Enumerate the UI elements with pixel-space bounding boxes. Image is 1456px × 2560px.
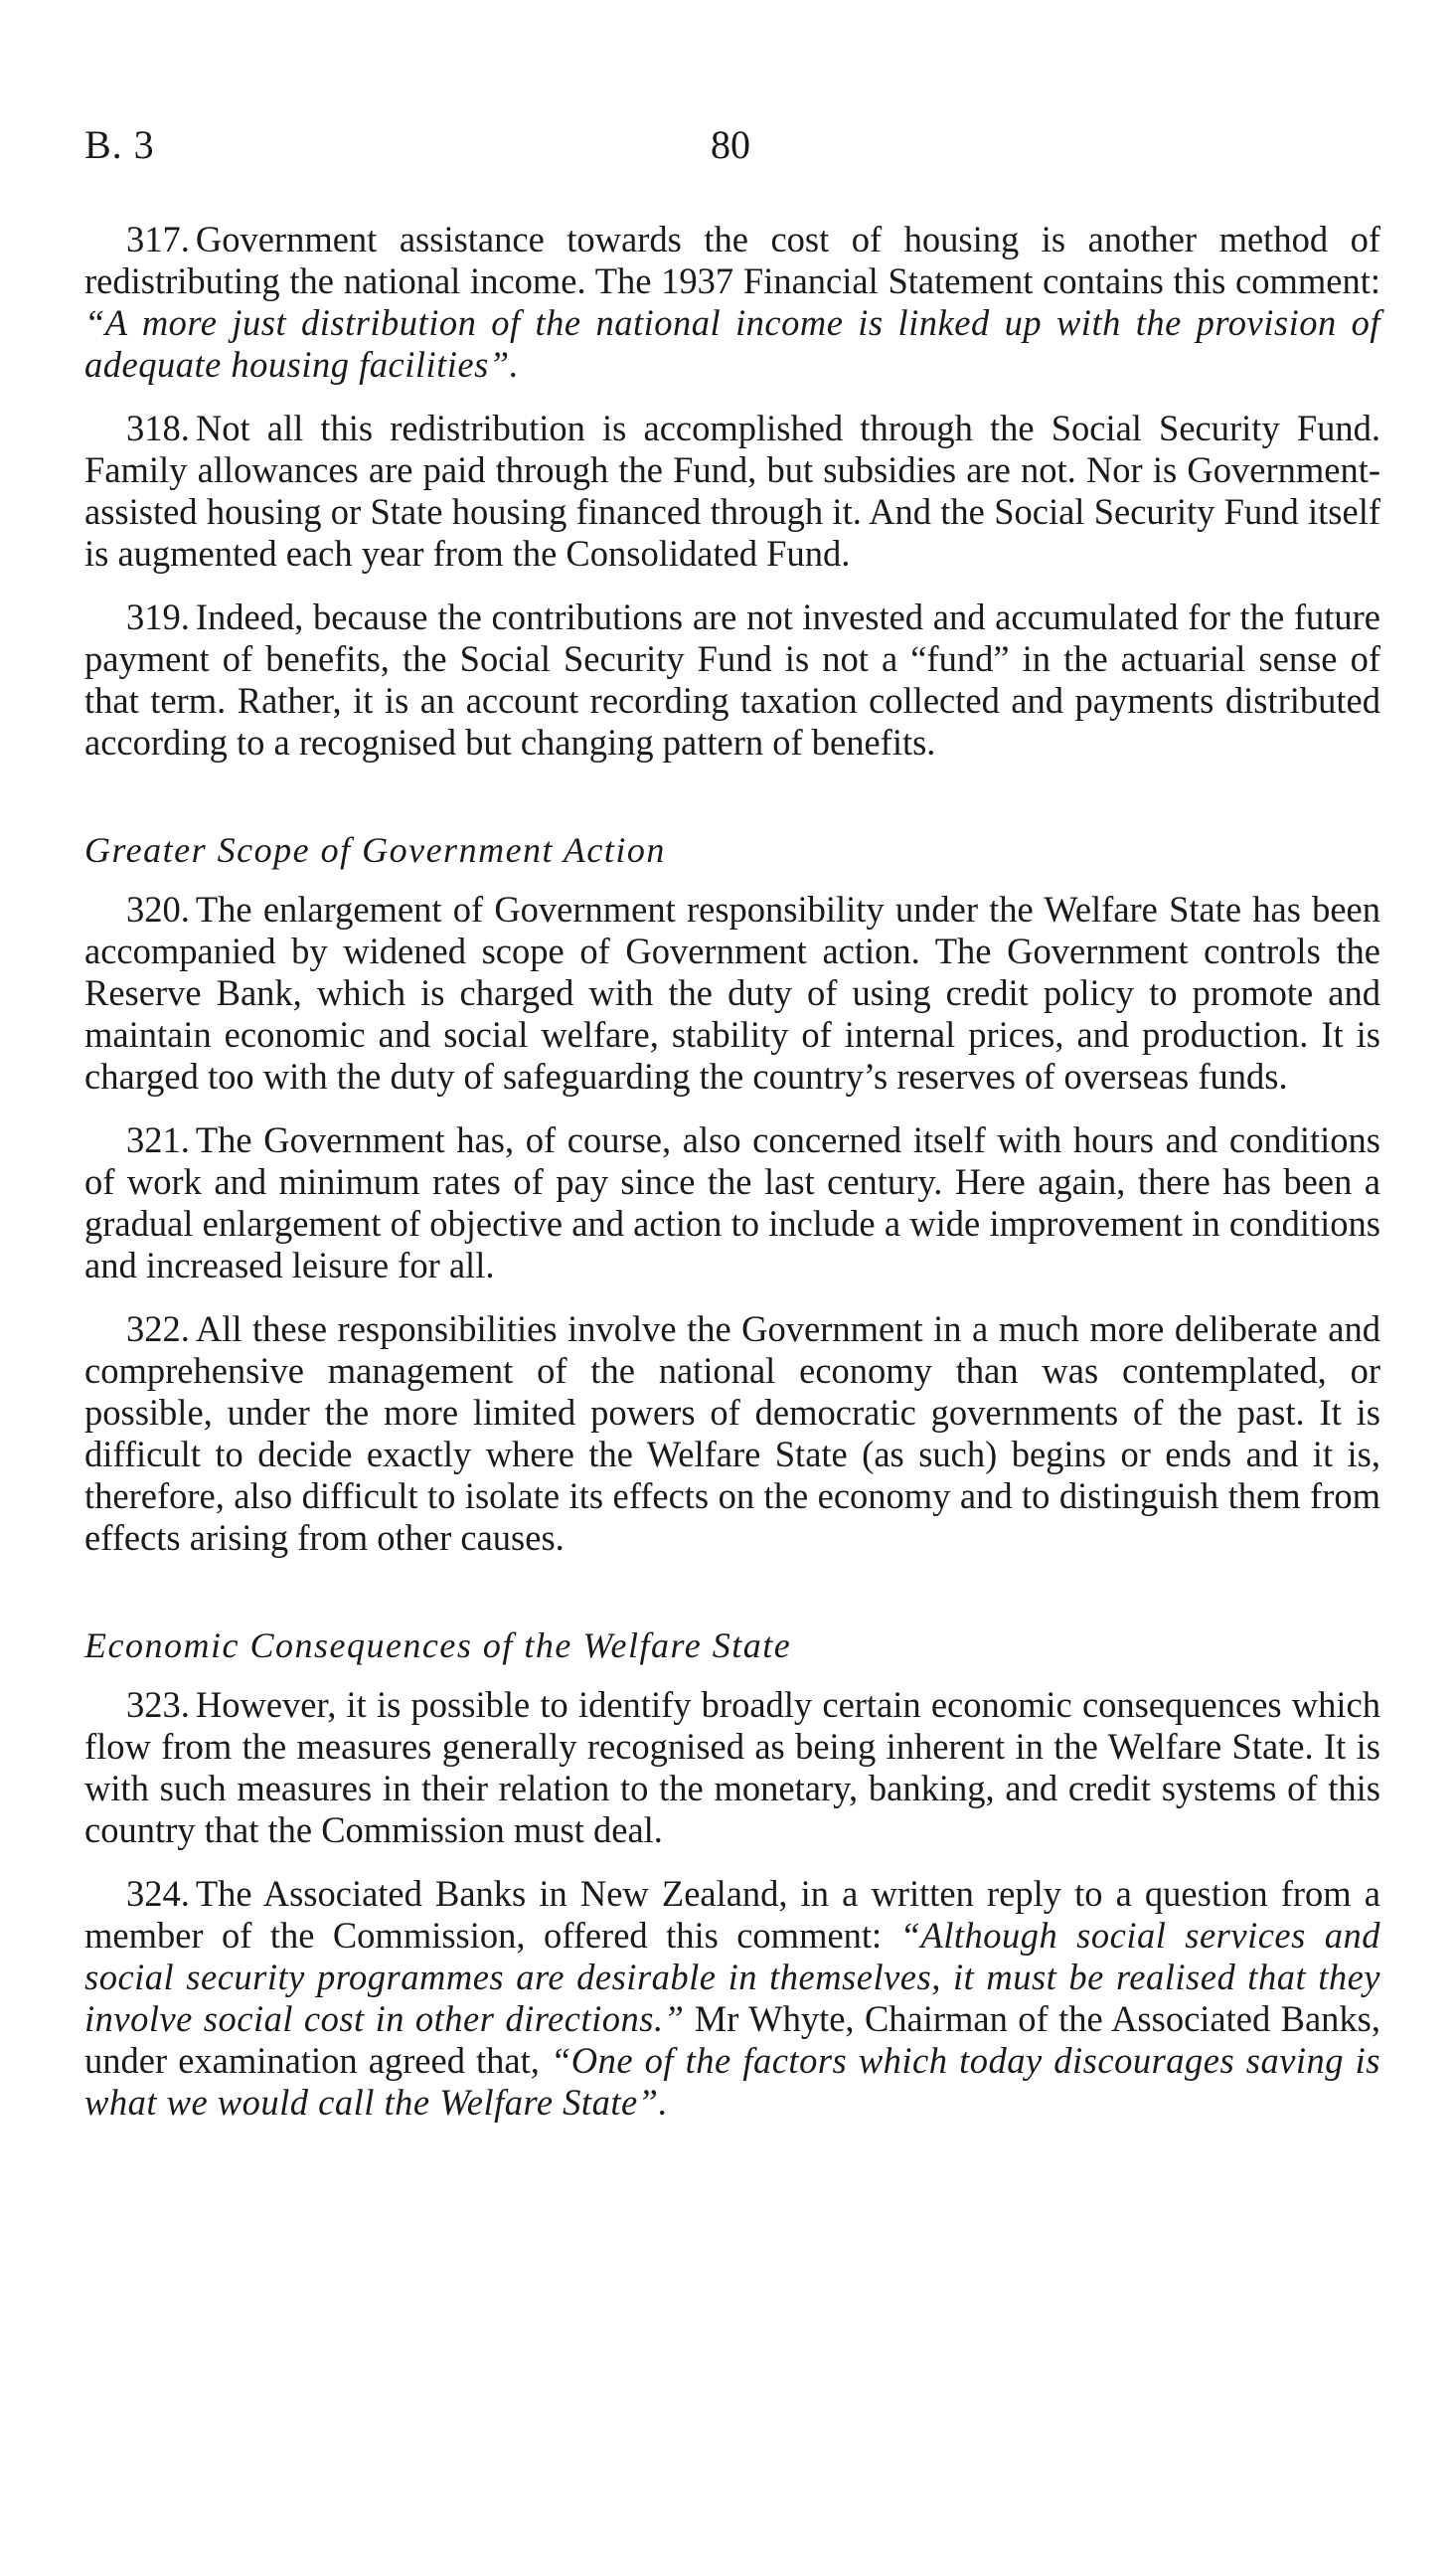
paragraph-number: 317. bbox=[126, 219, 190, 259]
paragraph-322 bbox=[84, 1308, 1380, 1559]
paragraph-number: 324. bbox=[126, 1873, 190, 1914]
paragraph-text: However, it is possible to identify broadly certain economic consequences which flow from the measures generally recognised as being inherent in the Welfare State. It is with such measures in their relation to the monetary, banking, and credit systems of this country that the Commission must deal. bbox=[84, 1684, 1380, 1850]
body-text bbox=[84, 219, 1380, 2145]
paragraph-text: The enlargement of Government responsibility under the Welfare State has been accompanied by widened scope of Government action. The Government controls the Reserve Bank, which is charged with the duty of using credit policy to promote and maintain economic and social welfare, stability of internal prices, and production. It is charged too with the duty of safeguarding the country’s reserves of overseas funds. bbox=[84, 889, 1380, 1097]
quotation: “Although social services and social security programmes are desirable in themselves, it must be realised that they involve social cost in other directions.” bbox=[84, 1915, 1381, 2039]
paragraph-number: 323. bbox=[126, 1684, 190, 1725]
paragraph-number: 320. bbox=[126, 889, 190, 930]
paragraph-324 bbox=[84, 1873, 1380, 2124]
paragraph-321 bbox=[84, 1119, 1380, 1286]
paragraph-text: Not all this redistribution is accomplished through the Social Security Fund. Family allowances are paid through the Fund, but subsidies are not. Nor is Government-assisted housing or State housing financed through it. And the Social Security Fund itself is augmented each year from the Consolidated Fund. bbox=[84, 408, 1380, 574]
paragraph-number: 319. bbox=[126, 597, 190, 637]
paragraph-317 bbox=[84, 219, 1380, 386]
section-heading-economic-consequences: Economic Consequences of the Welfare State bbox=[84, 1625, 792, 1665]
paragraph-text: Indeed, because the contributions are not invested and accumulated for the future payment of benefits, the Social Security Fund is not a “fund” in the actuarial sense of that term. Rather, it is an account recording taxation collected and payments distributed according to a recognised but changing pattern of benefits. bbox=[84, 597, 1380, 763]
paragraph-number: 318. bbox=[126, 408, 190, 448]
paragraph-text: All these responsibilities involve the Government in a much more deliberate and comprehensive management of the national economy than was contemplated, or possible, under the more limited powers of democratic governments of the past. It is difficult to decide exactly where the Welfare State (as such) begins or ends and it is, therefore, also difficult to isolate its effects on the economy and to distinguish them from effects arising from other causes. bbox=[84, 1308, 1380, 1558]
paragraph-text: The Associated Banks in New Zealand, in a written reply to a question from a member of the Commission, offered this comment: bbox=[84, 1873, 1380, 1956]
document-reference: B. 3 bbox=[84, 122, 155, 167]
paragraph-text: The Government has, of course, also concerned itself with hours and conditions of work and minimum rates of pay since the last century. Here again, there has been a gradual enlargement of objective and action to include a wide improvement in conditions and increased leisure for all. bbox=[84, 1119, 1380, 1285]
paragraph-320 bbox=[84, 889, 1380, 1098]
section-heading-government-action: Greater Scope of Government Action bbox=[84, 830, 666, 870]
paragraph-319 bbox=[84, 597, 1380, 764]
paragraph-323 bbox=[84, 1684, 1380, 1851]
page-header bbox=[84, 121, 1376, 181]
paragraph-number: 321. bbox=[126, 1119, 190, 1160]
quotation: “A more just distribution of the national income is linked up with the provision of adequate housing facilities”. bbox=[84, 302, 1380, 385]
paragraph-318 bbox=[84, 408, 1380, 575]
quotation: “One of the factors which today discourages saving is what we would call the Welfare State”. bbox=[84, 2040, 1380, 2123]
paragraph-text: Mr Whyte, Chairman of the Associated Banks, under examination agreed that, bbox=[84, 1998, 1380, 2081]
paragraph-text: Government assistance towards the cost of housing is another method of redistributing the national income. The 1937 Financial Statement contains this comment: bbox=[84, 219, 1380, 301]
paragraph-number: 322. bbox=[126, 1308, 190, 1349]
page-number: 80 bbox=[711, 122, 750, 167]
